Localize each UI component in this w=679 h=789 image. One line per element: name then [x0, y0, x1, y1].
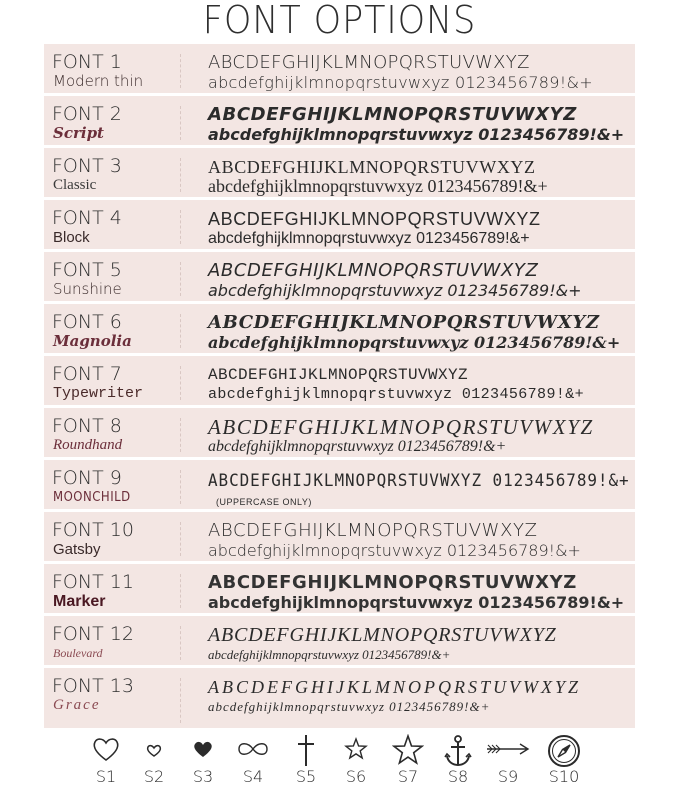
font-style-name: Classic: [53, 177, 97, 193]
font-row-2[interactable]: [44, 101, 635, 148]
font-row-7[interactable]: [44, 361, 635, 408]
symbol-label: S6: [345, 767, 367, 786]
symbol-s9[interactable]: [484, 734, 532, 786]
symbol-s4[interactable]: [229, 734, 277, 786]
font-row-12[interactable]: [44, 621, 635, 668]
symbol-s5[interactable]: [282, 734, 330, 786]
symbol-s10[interactable]: [540, 734, 588, 786]
arrow-icon: [485, 734, 531, 764]
font-style-name: Grace: [53, 697, 101, 713]
heart-filled-icon: [188, 734, 218, 764]
lowercase-sample: abcdefghijklmnopqrstuvwxyz 0123456789!&+: [208, 699, 491, 714]
font-name: FONT 9: [52, 467, 122, 489]
font-name: FONT 5: [52, 259, 122, 281]
uppercase-sample: ABCDEFGHIJKLMNOPQRSTUVWXYZ: [208, 260, 539, 281]
divider: [180, 574, 181, 608]
font-style-name: MOONCHILD: [53, 490, 131, 505]
lowercase-sample: abcdefghijklmnopqrstuvwxyz 0123456789!&+: [208, 386, 585, 403]
font-name: FONT 7: [52, 363, 122, 385]
divider: [180, 626, 181, 660]
font-row-4[interactable]: [44, 205, 635, 252]
symbol-label: S5: [295, 767, 317, 786]
font-style-name: Roundhand: [53, 437, 123, 453]
uppercase-sample: ABCDEFGHIJKLMNOPQRSTUVWXYZ: [208, 677, 581, 697]
divider: [180, 262, 181, 296]
lowercase-sample: abcdefghijklmnopqrstuvwxyz 0123456789!&+: [208, 541, 581, 560]
font-style-name: Magnolia: [53, 332, 132, 350]
uppercase-sample: ABCDEFGHIJKLMNOPQRSTUVWXYZ: [208, 209, 541, 229]
font-row-11[interactable]: [44, 569, 635, 616]
font-row-5[interactable]: [44, 257, 635, 304]
divider: [180, 106, 181, 140]
lowercase-sample: abcdefghijklmnopqrstuvwxyz 0123456789!&+: [208, 333, 621, 352]
symbol-s7[interactable]: [384, 734, 432, 786]
font-name: FONT 4: [52, 207, 122, 229]
divider: [180, 678, 181, 723]
divider: [180, 210, 181, 244]
divider: [180, 418, 181, 452]
symbol-label: S8: [447, 767, 469, 786]
symbol-label: S3: [192, 767, 214, 786]
lowercase-sample: abcdefghijklmnopqrstuvwxyz 0123456789!&+: [208, 281, 582, 300]
uppercase-sample: ABCDEFGHIJKLMNOPQRSTUVWXYZ: [208, 520, 538, 541]
font-name: FONT 11: [52, 571, 134, 593]
symbol-label: S7: [397, 767, 419, 786]
page-title: FONT OPTIONS: [202, 0, 477, 42]
uppercase-sample: ABCDEFGHIJKLMNOPQRSTUVWXYZ: [208, 157, 536, 177]
star-outline-icon: [341, 734, 371, 764]
small-heart-outline-icon: [139, 734, 169, 764]
divider: [180, 366, 181, 400]
lowercase-sample: abcdefghijklmnopqrstuvwxyz 0123456789!&+: [208, 125, 625, 144]
font-row-3[interactable]: [44, 153, 635, 200]
lowercase-sample: abcdefghijklmnopqrstuvwxyz 0123456789!&+: [208, 230, 530, 247]
anchor-icon: [442, 734, 474, 768]
font-name: FONT 13: [52, 675, 134, 697]
font-name: FONT 10: [52, 519, 134, 541]
font-name: FONT 12: [52, 623, 134, 645]
divider: [180, 522, 181, 556]
font-row-9[interactable]: [44, 465, 635, 512]
lowercase-sample: abcdefghijklmnopqrstuvwxyz 0123456789!&+: [208, 176, 548, 196]
symbol-s2[interactable]: [130, 734, 178, 786]
lowercase-sample: abcdefghijklmnopqrstuvwxyz 0123456789!&+: [208, 438, 507, 455]
divider: [180, 54, 181, 88]
font-row-10[interactable]: [44, 517, 635, 564]
symbol-s8[interactable]: [434, 734, 482, 786]
uppercase-sample: ABCDEFGHIJKLMNOPQRSTUVWXYZ 0123456789!&+: [208, 471, 630, 491]
divider: [180, 470, 181, 504]
star-large-outline-icon: [392, 734, 424, 766]
uppercase-sample: ABCDEFGHIJKLMNOPQRSTUVWXYZ: [208, 572, 577, 593]
font-style-name: Gatsby: [53, 541, 101, 558]
symbol-label: S1: [95, 767, 117, 786]
uppercase-sample: ABCDEFGHIJKLMNOPQRSTUVWXYZ: [208, 104, 577, 125]
font-name: FONT 6: [52, 311, 122, 333]
cross-icon: [291, 734, 321, 768]
font-row-1[interactable]: [44, 49, 635, 96]
lowercase-sample: abcdefghijklmnopqrstuvwxyz 0123456789!&+: [208, 647, 451, 662]
font-style-name: Modern thin: [53, 72, 144, 90]
symbol-s1[interactable]: [82, 734, 130, 786]
uppercase-sample: ABCDEFGHIJKLMNOPQRSTUVWXYZ: [208, 52, 530, 73]
divider: [180, 314, 181, 348]
font-name: FONT 1: [52, 51, 122, 73]
symbol-label: S2: [143, 767, 165, 786]
font-name: FONT 8: [52, 415, 122, 437]
font-row-13[interactable]: [44, 673, 635, 728]
font-style-name: Sunshine: [53, 280, 122, 298]
font-style-name: Boulevard: [53, 646, 103, 660]
infinity-icon: [233, 734, 273, 764]
lowercase-sample: abcdefghijklmnopqrstuvwxyz 0123456789!&+: [208, 73, 593, 92]
uppercase-sample: ABCDEFGHIJKLMNOPQRSTUVWXYZ: [208, 415, 594, 439]
uppercase-sample: ABCDEFGHIJKLMNOPQRSTUVWXYZ: [208, 624, 557, 646]
font-name: FONT 2: [52, 103, 122, 125]
font-style-name: Typewriter: [53, 385, 144, 402]
font-style-name: Script: [53, 124, 104, 142]
compass-icon: [547, 734, 581, 768]
symbol-label: S9: [497, 767, 519, 786]
symbol-s6[interactable]: [332, 734, 380, 786]
font-name: FONT 3: [52, 155, 122, 177]
font-row-8[interactable]: [44, 413, 635, 460]
heart-outline-icon: [91, 734, 121, 764]
uppercase-sample: ABCDEFGHIJKLMNOPQRSTUVWXYZ: [208, 312, 600, 333]
font-style-name: Marker: [53, 593, 106, 610]
symbol-s3[interactable]: [179, 734, 227, 786]
font-style-name: Block: [53, 229, 90, 246]
lowercase-sample: abcdefghijklmnopqrstuvwxyz 0123456789!&+: [208, 593, 625, 612]
uppercase-sample: ABCDEFGHIJKLMNOPQRSTUVWXYZ: [208, 366, 469, 384]
symbol-label: S4: [242, 767, 264, 786]
divider: [180, 158, 181, 192]
uppercase-only-note: (UPPERCASE ONLY): [216, 497, 312, 507]
font-row-6[interactable]: [44, 309, 635, 356]
symbol-label: S10: [548, 767, 580, 786]
symbol-options: [74, 734, 634, 786]
